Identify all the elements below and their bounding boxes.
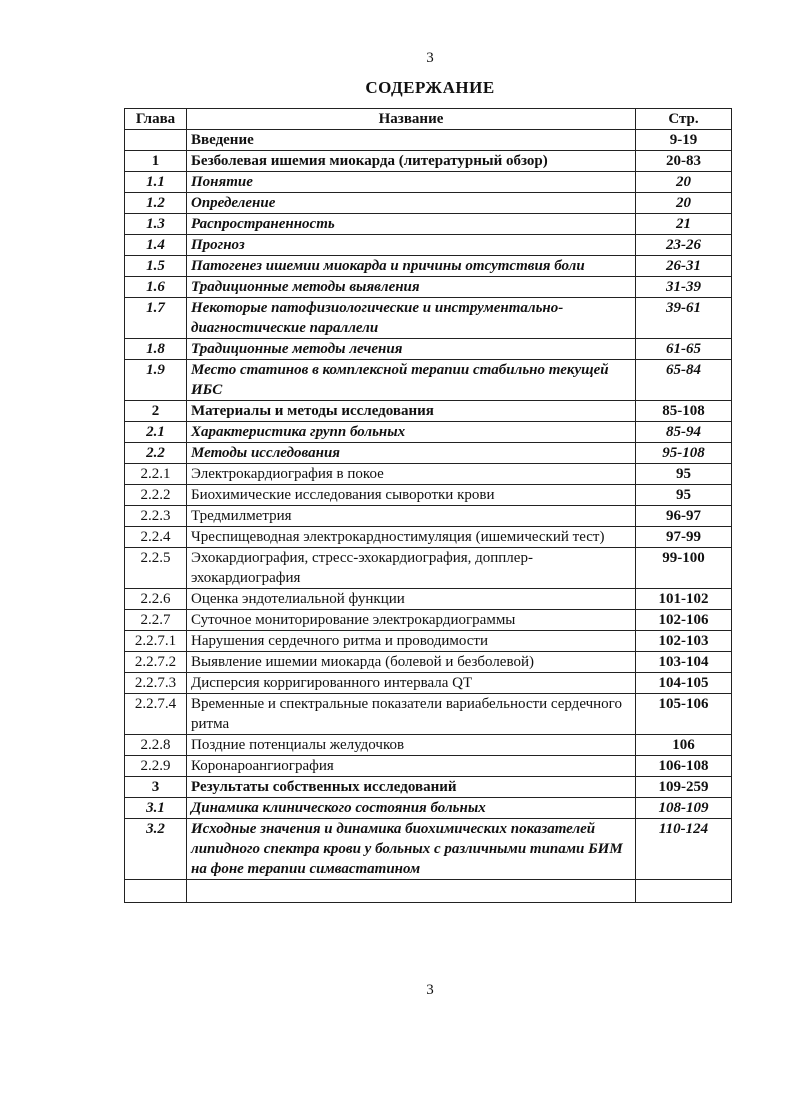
empty-cell <box>125 880 187 903</box>
pages-cell: 85-108 <box>636 401 732 422</box>
name-cell: Биохимические исследования сыворотки крови <box>187 485 636 506</box>
table-row-empty <box>125 880 732 903</box>
table-row <box>125 610 732 631</box>
name-cell: Определение <box>187 193 636 214</box>
pages-cell: 85-94 <box>636 422 732 443</box>
pages-cell: 61-65 <box>636 339 732 360</box>
name-cell: Прогноз <box>187 235 636 256</box>
table-row <box>125 798 732 819</box>
chapter-cell: 1.2 <box>125 193 187 214</box>
name-cell: Нарушения сердечного ритма и проводимости <box>187 631 636 652</box>
name-cell: Патогенез ишемии миокарда и причины отсутствия боли <box>187 256 636 277</box>
pages-cell: 102-103 <box>636 631 732 652</box>
pages-cell: 95-108 <box>636 443 732 464</box>
name-cell: Динамика клинического состояния больных <box>187 798 636 819</box>
pages-cell: 95 <box>636 464 732 485</box>
table-row <box>125 193 732 214</box>
chapter-cell: 3 <box>125 777 187 798</box>
pages-cell: 20 <box>636 172 732 193</box>
chapter-cell: 2.2.3 <box>125 506 187 527</box>
name-cell: Электрокардиография в покое <box>187 464 636 485</box>
chapter-cell: 1.1 <box>125 172 187 193</box>
pages-cell: 105-106 <box>636 694 732 735</box>
contents-table-body <box>125 130 732 903</box>
chapter-cell: 1.9 <box>125 360 187 401</box>
name-cell: Суточное мониторирование электрокардиограммы <box>187 610 636 631</box>
pages-cell: 110-124 <box>636 819 732 880</box>
page-number-top: 3 <box>426 50 434 66</box>
name-cell: Коронароангиография <box>187 756 636 777</box>
pages-cell: 96-97 <box>636 506 732 527</box>
pages-cell: 65-84 <box>636 360 732 401</box>
pages-cell: 102-106 <box>636 610 732 631</box>
name-cell: Исходные значения и динамика биохимических показателей липидного спектра крови у больных с различными типами БИМ на фоне терапии симвастатином <box>187 819 636 880</box>
column-header-chapter: Глава <box>125 109 187 130</box>
table-row <box>125 464 732 485</box>
table-row <box>125 235 732 256</box>
chapter-cell: 2.2 <box>125 443 187 464</box>
pages-cell: 31-39 <box>636 277 732 298</box>
chapter-cell: 2.2.7.1 <box>125 631 187 652</box>
name-cell: Поздние потенциалы желудочков <box>187 735 636 756</box>
chapter-cell: 1 <box>125 151 187 172</box>
table-row <box>125 756 732 777</box>
table-row <box>125 360 732 401</box>
name-cell: Место статинов в комплексной терапии стабильно текущей ИБС <box>187 360 636 401</box>
chapter-cell: 2.2.8 <box>125 735 187 756</box>
chapter-cell: 1.8 <box>125 339 187 360</box>
table-row <box>125 401 732 422</box>
name-cell: Введение <box>187 130 636 151</box>
pages-cell: 20-83 <box>636 151 732 172</box>
pages-cell: 109-259 <box>636 777 732 798</box>
name-cell: Чреспищеводная электрокардностимуляция (ишемический тест) <box>187 527 636 548</box>
empty-cell <box>187 880 636 903</box>
pages-cell: 104-105 <box>636 673 732 694</box>
name-cell: Методы исследования <box>187 443 636 464</box>
table-row <box>125 443 732 464</box>
table-row <box>125 485 732 506</box>
table-row <box>125 777 732 798</box>
name-cell: Некоторые патофизиологические и инструментально-диагностические параллели <box>187 298 636 339</box>
table-row <box>125 694 732 735</box>
table-row <box>125 589 732 610</box>
chapter-cell: 1.5 <box>125 256 187 277</box>
name-cell: Оценка эндотелиальной функции <box>187 589 636 610</box>
table-row <box>125 735 732 756</box>
table-row <box>125 277 732 298</box>
pages-cell: 106 <box>636 735 732 756</box>
chapter-cell: 2.2.1 <box>125 464 187 485</box>
pages-cell: 101-102 <box>636 589 732 610</box>
name-cell: Временные и спектральные показатели вариабельности сердечного ритма <box>187 694 636 735</box>
table-row <box>125 631 732 652</box>
chapter-cell: 1.7 <box>125 298 187 339</box>
pages-cell: 108-109 <box>636 798 732 819</box>
pages-cell: 26-31 <box>636 256 732 277</box>
chapter-cell <box>125 130 187 151</box>
chapter-cell: 2.2.5 <box>125 548 187 589</box>
pages-cell: 20 <box>636 193 732 214</box>
page-number-bottom: 3 <box>426 982 434 998</box>
name-cell: Традиционные методы лечения <box>187 339 636 360</box>
contents-table <box>124 108 732 903</box>
table-row <box>125 527 732 548</box>
pages-cell: 103-104 <box>636 652 732 673</box>
chapter-cell: 1.3 <box>125 214 187 235</box>
table-row <box>125 339 732 360</box>
chapter-cell: 1.4 <box>125 235 187 256</box>
name-cell: Характеристика групп больных <box>187 422 636 443</box>
name-cell: Выявление ишемии миокарда (болевой и безболевой) <box>187 652 636 673</box>
chapter-cell: 2.2.6 <box>125 589 187 610</box>
chapter-cell: 2.2.7.2 <box>125 652 187 673</box>
chapter-cell: 3.2 <box>125 819 187 880</box>
name-cell: Тредмилметрия <box>187 506 636 527</box>
pages-cell: 97-99 <box>636 527 732 548</box>
empty-cell <box>636 880 732 903</box>
column-header-pages: Стр. <box>636 109 732 130</box>
table-row <box>125 151 732 172</box>
chapter-cell: 2.2.7.3 <box>125 673 187 694</box>
name-cell: Безболевая ишемия миокарда (литературный обзор) <box>187 151 636 172</box>
table-row <box>125 256 732 277</box>
chapter-cell: 2.2.4 <box>125 527 187 548</box>
chapter-cell: 3.1 <box>125 798 187 819</box>
name-cell: Распространенность <box>187 214 636 235</box>
name-cell: Материалы и методы исследования <box>187 401 636 422</box>
pages-cell: 21 <box>636 214 732 235</box>
pages-cell: 39-61 <box>636 298 732 339</box>
table-row <box>125 214 732 235</box>
table-row <box>125 652 732 673</box>
chapter-cell: 2.2.2 <box>125 485 187 506</box>
chapter-cell: 2.2.7.4 <box>125 694 187 735</box>
chapter-cell: 2.2.9 <box>125 756 187 777</box>
table-row <box>125 548 732 589</box>
pages-cell: 106-108 <box>636 756 732 777</box>
table-row <box>125 422 732 443</box>
name-cell: Дисперсия корригированного интервала QT <box>187 673 636 694</box>
table-row <box>125 172 732 193</box>
chapter-cell: 2.2.7 <box>125 610 187 631</box>
table-row <box>125 298 732 339</box>
chapter-cell: 2.1 <box>125 422 187 443</box>
chapter-cell: 1.6 <box>125 277 187 298</box>
table-row <box>125 130 732 151</box>
pages-cell: 23-26 <box>636 235 732 256</box>
table-row <box>125 506 732 527</box>
name-cell: Понятие <box>187 172 636 193</box>
chapter-cell: 2 <box>125 401 187 422</box>
pages-cell: 95 <box>636 485 732 506</box>
table-row <box>125 673 732 694</box>
pages-cell: 99-100 <box>636 548 732 589</box>
name-cell: Эхокардиография, стресс-эхокардиография, допплер-эхокардиография <box>187 548 636 589</box>
name-cell: Традиционные методы выявления <box>187 277 636 298</box>
column-header-name: Название <box>187 109 636 130</box>
pages-cell: 9-19 <box>636 130 732 151</box>
table-header-row <box>125 109 732 130</box>
name-cell: Результаты собственных исследований <box>187 777 636 798</box>
table-row <box>125 819 732 880</box>
page-title: СОДЕРЖАНИЕ <box>365 78 495 97</box>
